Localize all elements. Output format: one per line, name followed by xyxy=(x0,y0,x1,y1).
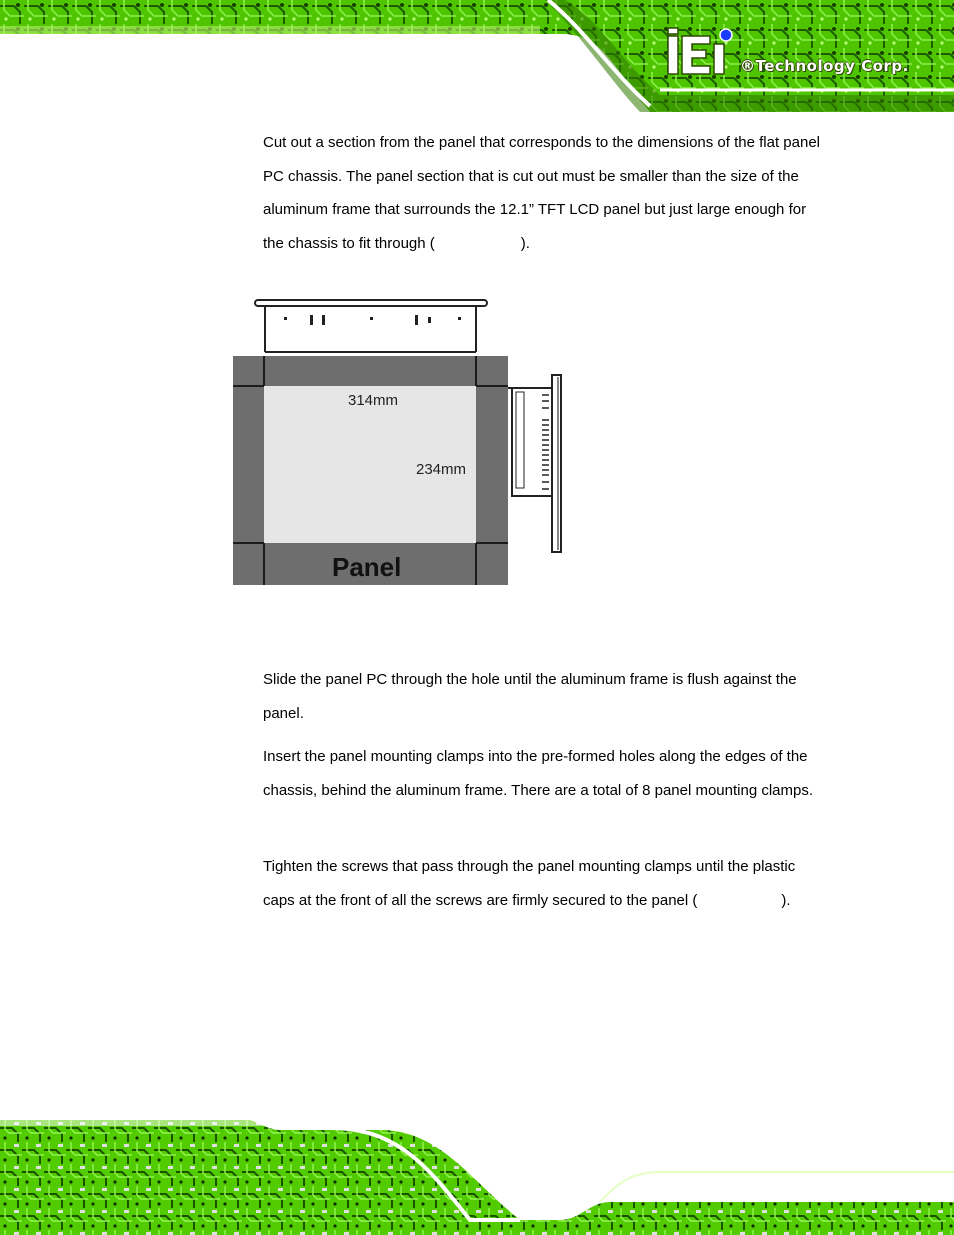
paragraph-text-end: ). xyxy=(781,891,791,909)
chassis-top-view xyxy=(255,300,487,352)
height-dimension-label: 234mm xyxy=(416,461,467,478)
paragraph-text: Tighten the screws that pass through the panel mounting clamps until the plastic caps at the front of all the screws are firmly secured to the panel ( xyxy=(263,858,796,909)
brand-text: ®Technology Corp. xyxy=(740,57,909,75)
footer-banner xyxy=(0,1120,954,1235)
width-dimension-label: 314mm xyxy=(348,392,399,409)
iei-logo xyxy=(666,26,738,78)
paragraph-cutout-instructions xyxy=(263,126,823,261)
paragraph-insert-clamps: Insert the panel mounting clamps into the pre-formed holes along the edges of the chassis, behind the aluminum frame. There are a total of 8 panel mounting clamps. xyxy=(263,748,814,799)
header-banner xyxy=(0,0,954,112)
paragraph-text: Cut out a section from the panel that corresponds to the dimensions of the flat panel PC chassis. The panel section that is cut out must be smaller than the size of the aluminum frame that surrounds the 12.1” TFT LCD panel but just large enough for the chassis to fit through ( xyxy=(263,134,820,253)
paragraph-text-end: ). xyxy=(520,235,530,253)
chassis-side-view xyxy=(508,375,561,552)
panel-with-cutout xyxy=(233,356,508,585)
paragraph-slide-panel: Slide the panel PC through the hole until the aluminum frame is flush against the panel. xyxy=(263,671,797,722)
panel-label: Panel xyxy=(332,552,402,582)
paragraph-tighten-screws xyxy=(263,850,823,917)
cutout-dimensions-figure xyxy=(230,295,570,587)
